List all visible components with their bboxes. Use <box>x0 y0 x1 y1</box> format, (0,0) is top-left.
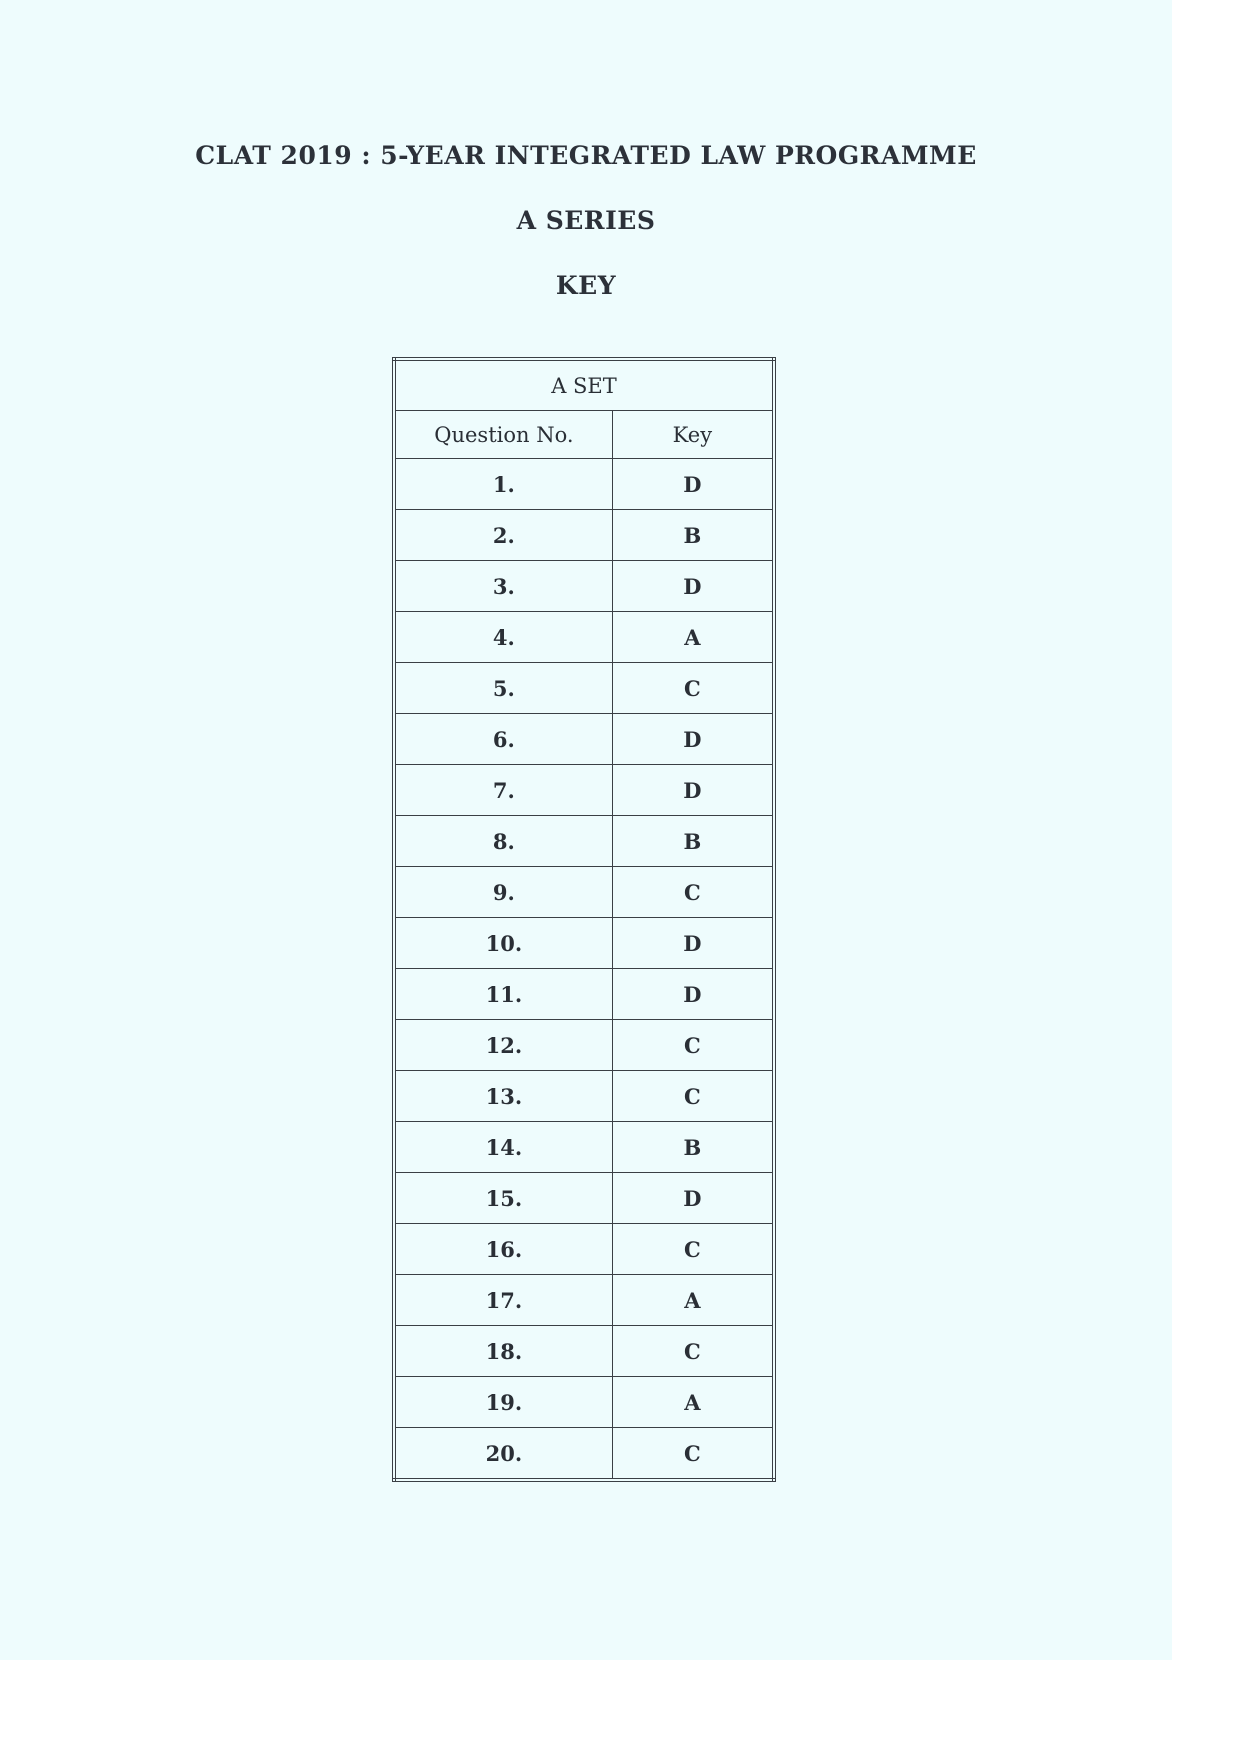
answer-key: D <box>612 1173 774 1224</box>
question-number: 14. <box>394 1122 612 1173</box>
table-row <box>394 1224 774 1275</box>
answer-key: B <box>612 1122 774 1173</box>
question-number: 3. <box>394 561 612 612</box>
answer-key: C <box>612 1428 774 1481</box>
answer-key-table <box>392 357 776 1482</box>
table-row <box>394 918 774 969</box>
set-row <box>394 359 774 411</box>
table-row <box>394 867 774 918</box>
question-number: 15. <box>394 1173 612 1224</box>
question-number: 1. <box>394 459 612 510</box>
key-label: KEY <box>555 271 617 300</box>
answer-key: C <box>612 1071 774 1122</box>
question-number: 11. <box>394 969 612 1020</box>
table-row <box>394 765 774 816</box>
answer-key: A <box>612 612 774 663</box>
table-row <box>394 663 774 714</box>
table-row <box>394 714 774 765</box>
question-number: 5. <box>394 663 612 714</box>
answer-key: C <box>612 663 774 714</box>
table-row <box>394 612 774 663</box>
table-row <box>394 1122 774 1173</box>
answer-key: D <box>612 561 774 612</box>
table-row <box>394 1428 774 1481</box>
table-row <box>394 1020 774 1071</box>
table-row <box>394 1071 774 1122</box>
question-number: 18. <box>394 1326 612 1377</box>
answer-key: D <box>612 969 774 1020</box>
answer-key: D <box>612 765 774 816</box>
question-number: 13. <box>394 1071 612 1122</box>
answer-key: C <box>612 1020 774 1071</box>
question-number: 17. <box>394 1275 612 1326</box>
key-header: Key <box>612 411 774 459</box>
answer-key: D <box>612 459 774 510</box>
table-row <box>394 969 774 1020</box>
table-row <box>394 510 774 561</box>
document-title: CLAT 2019 : 5-YEAR INTEGRATED LAW PROGRAMME <box>195 141 977 170</box>
answer-key: B <box>612 816 774 867</box>
answer-key: A <box>612 1275 774 1326</box>
header-row <box>394 411 774 459</box>
question-number-header: Question No. <box>394 411 612 459</box>
answer-key: C <box>612 867 774 918</box>
answer-key: C <box>612 1224 774 1275</box>
answer-key: C <box>612 1326 774 1377</box>
answer-key: D <box>612 714 774 765</box>
question-number: 19. <box>394 1377 612 1428</box>
table-row <box>394 1326 774 1377</box>
table-row <box>394 1377 774 1428</box>
question-number: 2. <box>394 510 612 561</box>
set-label: A SET <box>394 359 774 411</box>
question-number: 12. <box>394 1020 612 1071</box>
table-row <box>394 561 774 612</box>
table-row <box>394 1173 774 1224</box>
table-row <box>394 816 774 867</box>
answer-key: A <box>612 1377 774 1428</box>
question-number: 6. <box>394 714 612 765</box>
answer-key: B <box>612 510 774 561</box>
answer-key: D <box>612 918 774 969</box>
question-number: 9. <box>394 867 612 918</box>
question-number: 20. <box>394 1428 612 1481</box>
table-row <box>394 459 774 510</box>
question-number: 8. <box>394 816 612 867</box>
table-row <box>394 1275 774 1326</box>
question-number: 16. <box>394 1224 612 1275</box>
series-label: A SERIES <box>516 206 656 235</box>
question-number: 4. <box>394 612 612 663</box>
question-number: 10. <box>394 918 612 969</box>
question-number: 7. <box>394 765 612 816</box>
